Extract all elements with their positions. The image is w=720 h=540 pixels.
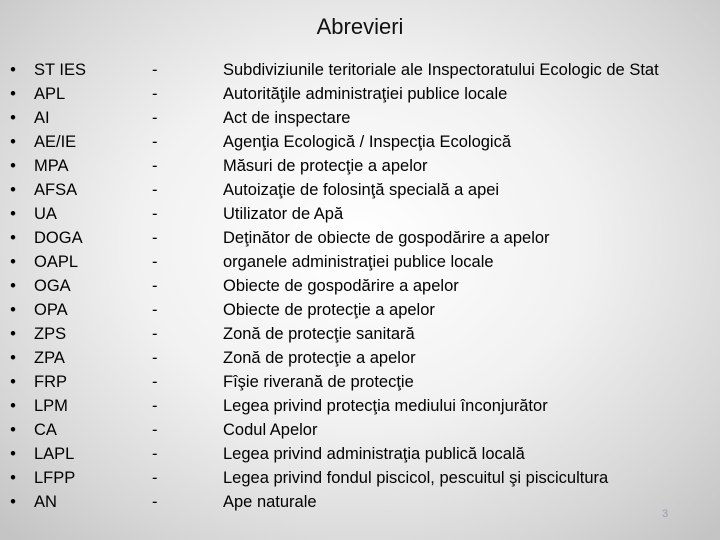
abbreviation: MPA	[34, 157, 69, 175]
list-item	[0, 274, 720, 298]
bullet-icon: •	[10, 445, 16, 463]
slide-title: Abrevieri	[316, 14, 404, 39]
abbreviation: AE/IE	[34, 133, 77, 151]
dash-separator: -	[152, 277, 158, 295]
abbreviation: OAPL	[34, 253, 79, 271]
abbreviation: LAPL	[34, 445, 75, 463]
list-item	[0, 226, 720, 250]
abbreviation-meaning: Autorităţile administraţiei publice locale	[223, 85, 508, 103]
list-item	[0, 394, 720, 418]
list-item	[0, 250, 720, 274]
dash-separator: -	[152, 349, 158, 367]
abbreviation-meaning: Act de inspectare	[223, 109, 351, 127]
abbreviation: LPM	[34, 397, 68, 415]
list-item	[0, 130, 720, 154]
abbreviation: AFSA	[34, 181, 78, 199]
list-item	[0, 58, 720, 82]
list-item	[0, 106, 720, 130]
abbreviation: LFPP	[34, 469, 76, 487]
bullet-icon: •	[10, 253, 16, 271]
abbreviation-meaning: Deţinător de obiecte de gospodărire a apelor	[223, 229, 550, 247]
abbreviation: CA	[34, 421, 57, 439]
abbreviation-meaning: Ape naturale	[223, 493, 317, 511]
dash-separator: -	[152, 325, 158, 343]
bullet-icon: •	[10, 133, 16, 151]
abbreviation-meaning: Legea privind administraţia publică locală	[223, 445, 525, 463]
dash-separator: -	[152, 133, 158, 151]
abbreviation: AN	[34, 493, 57, 511]
abbreviation: ST IES	[34, 61, 86, 79]
list-item	[0, 442, 720, 466]
abbreviation-meaning: Obiecte de protecţie a apelor	[223, 301, 435, 319]
abbreviation: FRP	[34, 373, 67, 391]
bullet-icon: •	[10, 373, 16, 391]
bullet-icon: •	[10, 349, 16, 367]
bullet-icon: •	[10, 493, 16, 511]
abbreviation-meaning: Legea privind protecţia mediului înconjurător	[223, 397, 548, 415]
list-item	[0, 298, 720, 322]
bullet-icon: •	[10, 109, 16, 127]
dash-separator: -	[152, 157, 158, 175]
dash-separator: -	[152, 445, 158, 463]
abbreviation: APL	[34, 85, 66, 103]
bullet-icon: •	[10, 325, 16, 343]
bullet-icon: •	[10, 205, 16, 223]
bullet-icon: •	[10, 85, 16, 103]
dash-separator: -	[152, 469, 158, 487]
list-item	[0, 490, 720, 514]
dash-separator: -	[152, 253, 158, 271]
dash-separator: -	[152, 493, 158, 511]
abbreviation-meaning: Utilizator de Apă	[223, 205, 344, 223]
bullet-icon: •	[10, 61, 16, 79]
abbreviation-meaning: organele administraţiei publice locale	[223, 253, 494, 271]
abbreviation-meaning: Fîşie riverană de protecţie	[223, 373, 414, 391]
list-item	[0, 154, 720, 178]
dash-separator: -	[152, 229, 158, 247]
page-number: 3	[662, 508, 669, 520]
abbreviation: ZPS	[34, 325, 67, 343]
list-item	[0, 418, 720, 442]
abbreviation: OGA	[34, 277, 71, 295]
abbreviation-meaning: Obiecte de gospodărire a apelor	[223, 277, 459, 295]
bullet-icon: •	[10, 229, 16, 247]
abbreviation-meaning: Codul Apelor	[223, 421, 318, 439]
list-item	[0, 322, 720, 346]
abbreviation: ZPA	[34, 349, 65, 367]
dash-separator: -	[152, 421, 158, 439]
bullet-icon: •	[10, 421, 16, 439]
abbreviation: OPA	[34, 301, 68, 319]
bullet-icon: •	[10, 277, 16, 295]
dash-separator: -	[152, 301, 158, 319]
abbreviation: DOGA	[34, 229, 83, 247]
dash-separator: -	[152, 109, 158, 127]
bullet-icon: •	[10, 397, 16, 415]
dash-separator: -	[152, 85, 158, 103]
abbreviation: UA	[34, 205, 57, 223]
bullet-icon: •	[10, 301, 16, 319]
dash-separator: -	[152, 373, 158, 391]
dash-separator: -	[152, 205, 158, 223]
bullet-icon: •	[10, 181, 16, 199]
list-item	[0, 370, 720, 394]
list-item	[0, 346, 720, 370]
abbreviation-meaning: Autoizaţie de folosinţă specială a apei	[223, 181, 500, 199]
list-item	[0, 178, 720, 202]
abbreviation-list	[0, 58, 720, 514]
dash-separator: -	[152, 61, 158, 79]
dash-separator: -	[152, 181, 158, 199]
bullet-icon: •	[10, 469, 16, 487]
dash-separator: -	[152, 397, 158, 415]
list-item	[0, 466, 720, 490]
bullet-icon: •	[10, 157, 16, 175]
list-item	[0, 82, 720, 106]
abbreviation-meaning: Subdiviziunile teritoriale ale Inspectoratului Ecologic de Stat	[223, 61, 659, 79]
abbreviation-meaning: Măsuri de protecţie a apelor	[223, 157, 428, 175]
abbreviation-meaning: Zonă de protecţie sanitară	[223, 325, 415, 343]
abbreviation-meaning: Legea privind fondul piscicol, pescuitul şi piscicultura	[223, 469, 609, 487]
abbreviation-meaning: Zonă de protecţie a apelor	[223, 349, 416, 367]
abbreviation: AI	[34, 109, 50, 127]
abbreviation-meaning: Agenţia Ecologică / Inspecţia Ecologică	[223, 133, 512, 151]
list-item	[0, 202, 720, 226]
